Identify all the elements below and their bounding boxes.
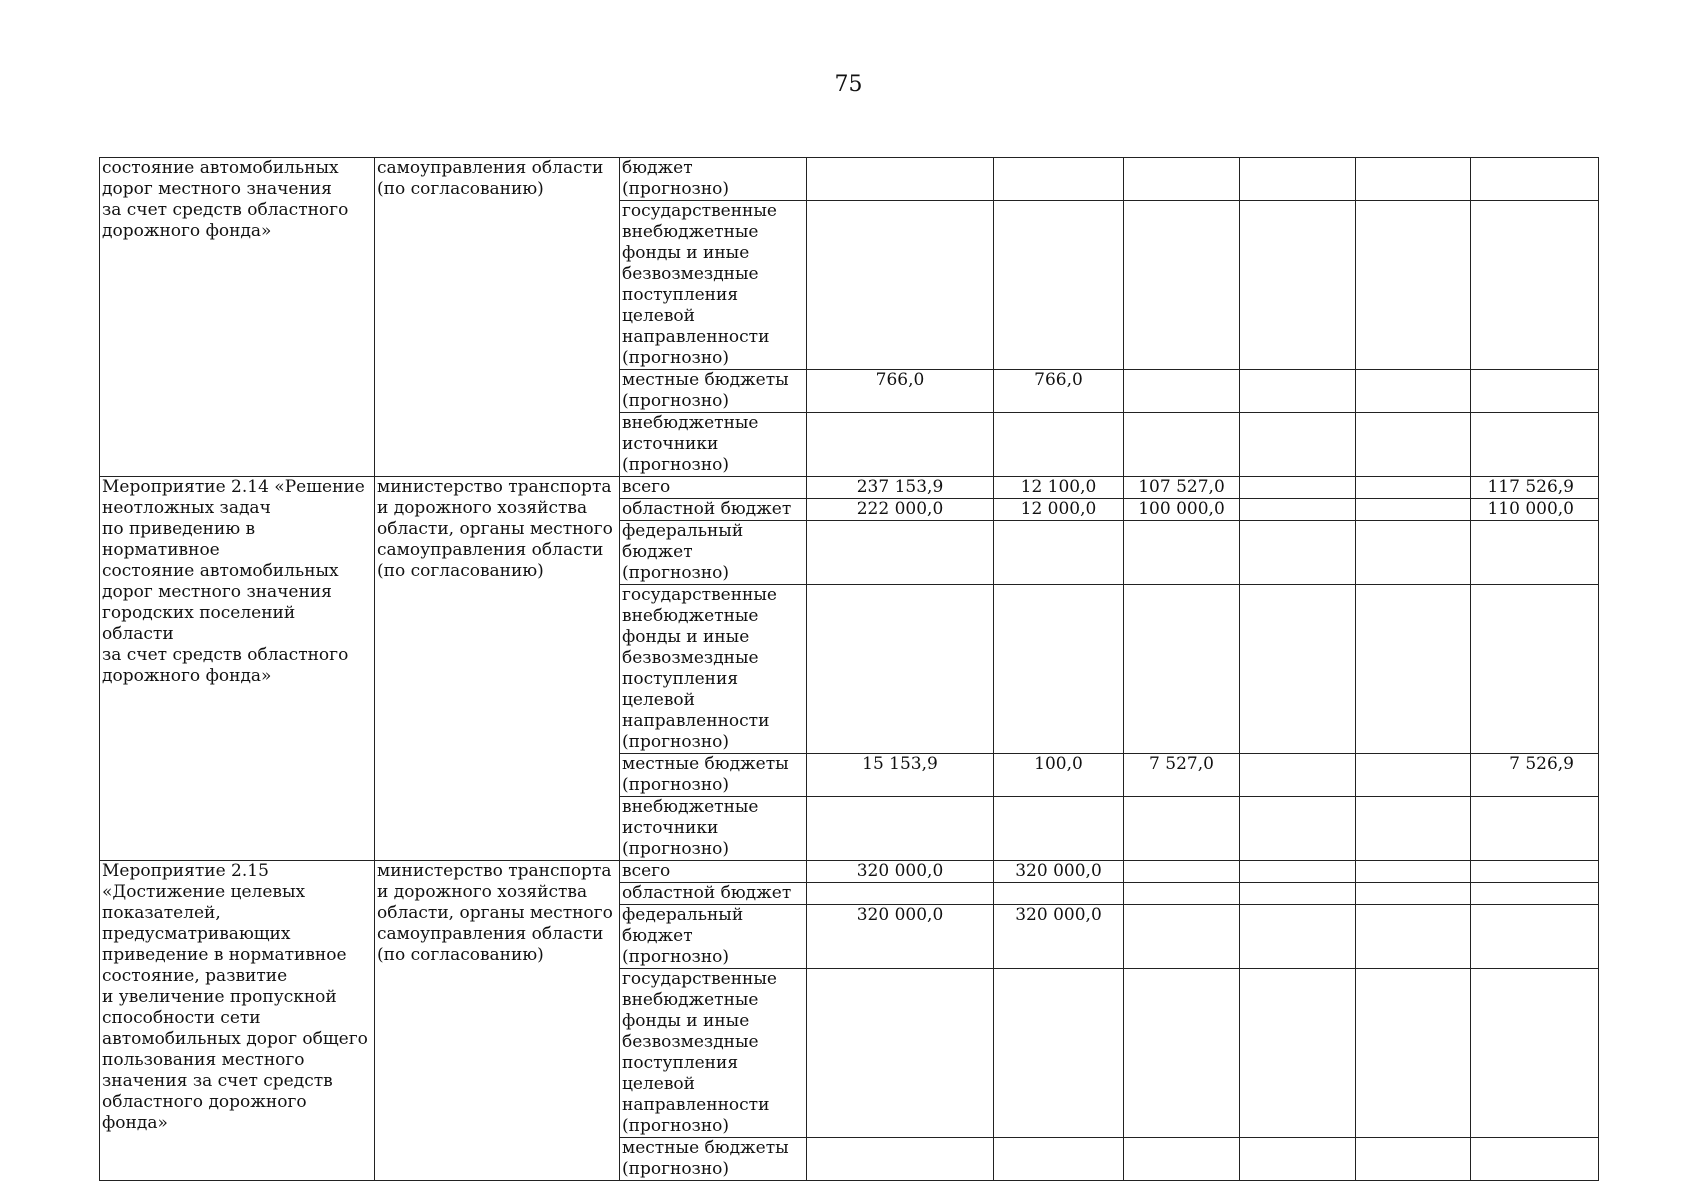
value-cell	[1471, 797, 1599, 861]
value-cell	[994, 158, 1124, 201]
executor-cell: министерство транспорта и дорожного хозяйства области, органы местного самоуправления области (по согласованию)	[375, 477, 620, 861]
funding-source-cell: областной бюджет	[620, 499, 807, 521]
value-cell	[807, 1138, 994, 1181]
value-cell	[1356, 499, 1471, 521]
value-cell	[1124, 969, 1240, 1138]
value-cell	[1356, 201, 1471, 370]
value-cell	[1240, 905, 1356, 969]
value-cell	[807, 969, 994, 1138]
value-cell	[1356, 585, 1471, 754]
value-cell	[1240, 754, 1356, 797]
value-cell	[1356, 883, 1471, 905]
funding-source-cell: федеральный бюджет (прогнозно)	[620, 521, 807, 585]
funding-source-cell: местные бюджеты (прогнозно)	[620, 1138, 807, 1181]
value-cell	[1356, 861, 1471, 883]
value-cell	[994, 201, 1124, 370]
value-cell	[994, 883, 1124, 905]
value-cell	[1240, 413, 1356, 477]
value-cell	[1124, 201, 1240, 370]
value-cell: 320 000,0	[994, 861, 1124, 883]
value-cell	[1124, 797, 1240, 861]
value-cell	[807, 158, 994, 201]
value-cell	[1124, 1138, 1240, 1181]
value-cell: 766,0	[807, 370, 994, 413]
executor-cell: самоуправления области (по согласованию)	[375, 158, 620, 477]
value-cell: 15 153,9	[807, 754, 994, 797]
value-cell: 320 000,0	[994, 905, 1124, 969]
value-cell	[1471, 370, 1599, 413]
value-cell	[1124, 413, 1240, 477]
event-cell: Мероприятие 2.15 «Достижение целевых показателей, предусматривающих приведение в нормативное состояние, развитие и увеличение пропускной способности сети автомобильных дорог общего пользования местного значения за счет средств областного дорожного фонда»	[100, 861, 375, 1181]
funding-source-cell: внебюджетные источники (прогнозно)	[620, 797, 807, 861]
value-cell	[1471, 158, 1599, 201]
value-cell: 12 000,0	[994, 499, 1124, 521]
value-cell: 100,0	[994, 754, 1124, 797]
value-cell	[1356, 413, 1471, 477]
value-cell	[807, 883, 994, 905]
value-cell	[807, 797, 994, 861]
value-cell	[1471, 585, 1599, 754]
value-cell: 107 527,0	[1124, 477, 1240, 499]
value-cell: 110 000,0	[1471, 499, 1599, 521]
value-cell	[1356, 905, 1471, 969]
value-cell	[1471, 883, 1599, 905]
funding-source-cell: местные бюджеты (прогнозно)	[620, 370, 807, 413]
budget-table-body	[100, 158, 1599, 1181]
value-cell	[1240, 370, 1356, 413]
value-cell	[1240, 883, 1356, 905]
value-cell	[1240, 861, 1356, 883]
value-cell	[1240, 585, 1356, 754]
value-cell	[1124, 521, 1240, 585]
value-cell: 100 000,0	[1124, 499, 1240, 521]
funding-source-cell: государственные внебюджетные фонды и иные безвозмездные поступления целевой направленности (прогнозно)	[620, 201, 807, 370]
value-cell	[1471, 413, 1599, 477]
value-cell	[1356, 797, 1471, 861]
value-cell	[1124, 905, 1240, 969]
value-cell	[994, 413, 1124, 477]
value-cell	[1240, 1138, 1356, 1181]
value-cell	[1240, 969, 1356, 1138]
value-cell: 117 526,9	[1471, 477, 1599, 499]
value-cell: 320 000,0	[807, 861, 994, 883]
table-row	[100, 861, 1599, 883]
value-cell: 7 527,0	[1124, 754, 1240, 797]
value-cell	[994, 969, 1124, 1138]
value-cell	[1356, 969, 1471, 1138]
table-row	[100, 158, 1599, 201]
value-cell	[1124, 585, 1240, 754]
value-cell	[1471, 201, 1599, 370]
value-cell	[807, 413, 994, 477]
value-cell: 237 153,9	[807, 477, 994, 499]
event-cell: Мероприятие 2.14 «Решение неотложных задач по приведению в нормативное состояние автомобильных дорог местного значения городских поселений области за счет средств областного дорожного фонда»	[100, 477, 375, 861]
value-cell	[807, 521, 994, 585]
value-cell	[1240, 158, 1356, 201]
value-cell	[1471, 1138, 1599, 1181]
budget-table	[99, 157, 1599, 1181]
value-cell	[1124, 861, 1240, 883]
value-cell	[1240, 797, 1356, 861]
value-cell	[1124, 158, 1240, 201]
value-cell	[994, 585, 1124, 754]
value-cell	[1471, 861, 1599, 883]
value-cell	[994, 521, 1124, 585]
value-cell	[1240, 477, 1356, 499]
funding-source-cell: всего	[620, 861, 807, 883]
funding-source-cell: федеральный бюджет (прогнозно)	[620, 905, 807, 969]
value-cell	[1356, 754, 1471, 797]
value-cell	[994, 1138, 1124, 1181]
funding-source-cell: местные бюджеты (прогнозно)	[620, 754, 807, 797]
value-cell	[1471, 521, 1599, 585]
event-cell: состояние автомобильных дорог местного значения за счет средств областного дорожного фонда»	[100, 158, 375, 477]
value-cell	[1356, 1138, 1471, 1181]
value-cell	[1124, 370, 1240, 413]
value-cell: 7 526,9	[1471, 754, 1599, 797]
funding-source-cell: всего	[620, 477, 807, 499]
value-cell	[807, 201, 994, 370]
value-cell	[1471, 969, 1599, 1138]
funding-source-cell: государственные внебюджетные фонды и иные безвозмездные поступления целевой направленности (прогнозно)	[620, 585, 807, 754]
value-cell	[1356, 370, 1471, 413]
value-cell: 222 000,0	[807, 499, 994, 521]
value-cell	[1471, 905, 1599, 969]
value-cell	[1356, 521, 1471, 585]
value-cell	[1240, 521, 1356, 585]
table-row	[100, 477, 1599, 499]
funding-source-cell: областной бюджет	[620, 883, 807, 905]
page-number: 75	[834, 72, 863, 97]
value-cell: 12 100,0	[994, 477, 1124, 499]
value-cell	[1356, 477, 1471, 499]
value-cell: 320 000,0	[807, 905, 994, 969]
value-cell	[1356, 158, 1471, 201]
value-cell	[807, 585, 994, 754]
value-cell	[994, 797, 1124, 861]
executor-cell: министерство транспорта и дорожного хозяйства области, органы местного самоуправления области (по согласованию)	[375, 861, 620, 1181]
funding-source-cell: бюджет (прогнозно)	[620, 158, 807, 201]
value-cell: 766,0	[994, 370, 1124, 413]
funding-source-cell: государственные внебюджетные фонды и иные безвозмездные поступления целевой направленности (прогнозно)	[620, 969, 807, 1138]
value-cell	[1124, 883, 1240, 905]
funding-source-cell: внебюджетные источники (прогнозно)	[620, 413, 807, 477]
value-cell	[1240, 499, 1356, 521]
value-cell	[1240, 201, 1356, 370]
